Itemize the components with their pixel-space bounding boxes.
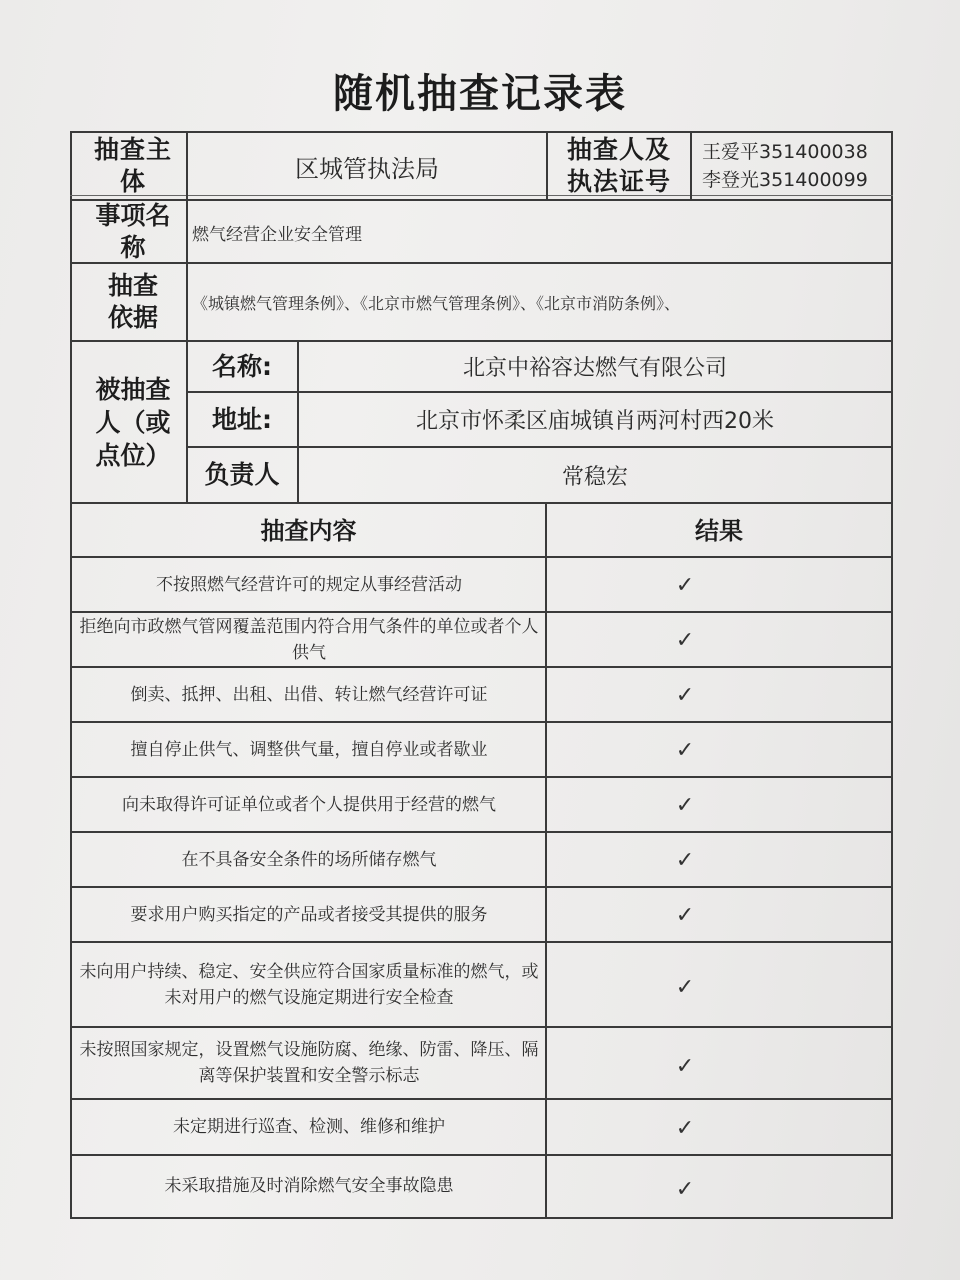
check-mark-icon: ✓ (675, 1176, 695, 1202)
divider (297, 340, 299, 504)
content-header: 抽查内容 (260, 517, 357, 545)
inspector-2: 李登光351400099 (702, 169, 868, 191)
divider (70, 262, 893, 264)
row-divider (70, 721, 893, 723)
row-divider (70, 831, 893, 833)
row-divider (70, 941, 893, 943)
row-divider (70, 886, 893, 888)
document-title: 随机抽查记录表 (333, 71, 627, 117)
table-border-right (891, 131, 893, 1219)
inspector-list (694, 134, 890, 198)
person-label: 负责人 (204, 460, 280, 489)
subject-value: 区城管执法局 (295, 154, 439, 183)
check-item-content: 未定期进行巡查、检测、维修和维护 (173, 1117, 445, 1137)
check-mark-icon: ✓ (675, 975, 695, 1000)
subject-label: 抽查主体 (93, 135, 172, 196)
check-item-content: 倒卖、抵押、出租、出借、转让燃气经营许可证 (130, 684, 488, 705)
row-divider (70, 556, 893, 558)
table-border-top (70, 131, 893, 133)
check-mark-icon: ✓ (675, 628, 695, 653)
check-mark-icon: ✓ (675, 738, 695, 763)
check-item-content: 拒绝向市政燃气管网覆盖范围内符合用气条件的单位或者个人供气 (79, 616, 539, 663)
check-item-content: 未向用户持续、稳定、安全供应符合国家质量标准的燃气，或未对用户的燃气设施定期进行安全检查 (79, 961, 539, 1008)
divider (186, 391, 893, 393)
check-mark-icon: ✓ (675, 573, 695, 598)
row-divider (70, 666, 893, 668)
divider (70, 502, 893, 504)
check-mark-icon: ✓ (675, 903, 695, 928)
check-mark-icon: ✓ (675, 848, 695, 873)
name-label: 名称: (212, 351, 272, 381)
divider (690, 131, 692, 201)
row-divider (70, 1098, 893, 1100)
address-label: 地址: (212, 404, 272, 434)
person-value: 常稳宏 (561, 464, 628, 490)
row-divider (70, 776, 893, 778)
check-item-content: 向未取得许可证单位或者个人提供用于经营的燃气 (122, 794, 496, 815)
check-item-content: 要求用户购买指定的产品或者接受其提供的服务 (130, 904, 488, 925)
table-border-left (70, 131, 72, 1219)
check-mark-icon: ✓ (675, 1053, 695, 1079)
inspected-label: 被抽查人（或点位） (95, 374, 171, 470)
matter-label: 事项名称 (95, 201, 171, 262)
table-border-bottom (70, 1217, 893, 1219)
address-value: 北京市怀柔区庙城镇肖两河村西20米 (416, 409, 774, 434)
row-divider (70, 1026, 893, 1028)
divider (186, 446, 893, 448)
check-mark-icon: ✓ (675, 1115, 695, 1141)
name-value: 北京中裕容达燃气有限公司 (462, 356, 727, 381)
divider (546, 131, 548, 201)
check-mark-icon: ✓ (675, 793, 695, 818)
check-item-content: 未按照国家规定，设置燃气设施防腐、绝缘、防雷、降压、隔离等保护装置和安全警示标志 (79, 1040, 539, 1086)
result-header: 结果 (695, 517, 743, 545)
basis-value: 《城镇燃气管理条例》、《北京市燃气管理条例》、《北京市消防条例》、 (192, 293, 681, 313)
check-item-content: 未采取措施及时消除燃气安全事故隐患 (164, 1176, 454, 1196)
inspector-1: 王爱平351400038 (702, 141, 868, 163)
divider (70, 340, 893, 342)
check-item-content: 在不具备安全条件的场所储存燃气 (181, 849, 437, 870)
check-item-content: 擅自停止供气、调整供气量，擅自停业或者歇业 (130, 739, 488, 760)
divider (70, 199, 893, 201)
row-divider (70, 1154, 893, 1156)
basis-label: 抽查依据 (107, 271, 158, 332)
matter-value: 燃气经营企业安全管理 (192, 224, 362, 245)
divider (545, 502, 547, 1219)
check-item-content: 不按照燃气经营许可的规定从事经营活动 (156, 574, 462, 595)
check-mark-icon: ✓ (675, 683, 695, 708)
inspector-label: 抽查人及执法证号 (566, 135, 671, 196)
